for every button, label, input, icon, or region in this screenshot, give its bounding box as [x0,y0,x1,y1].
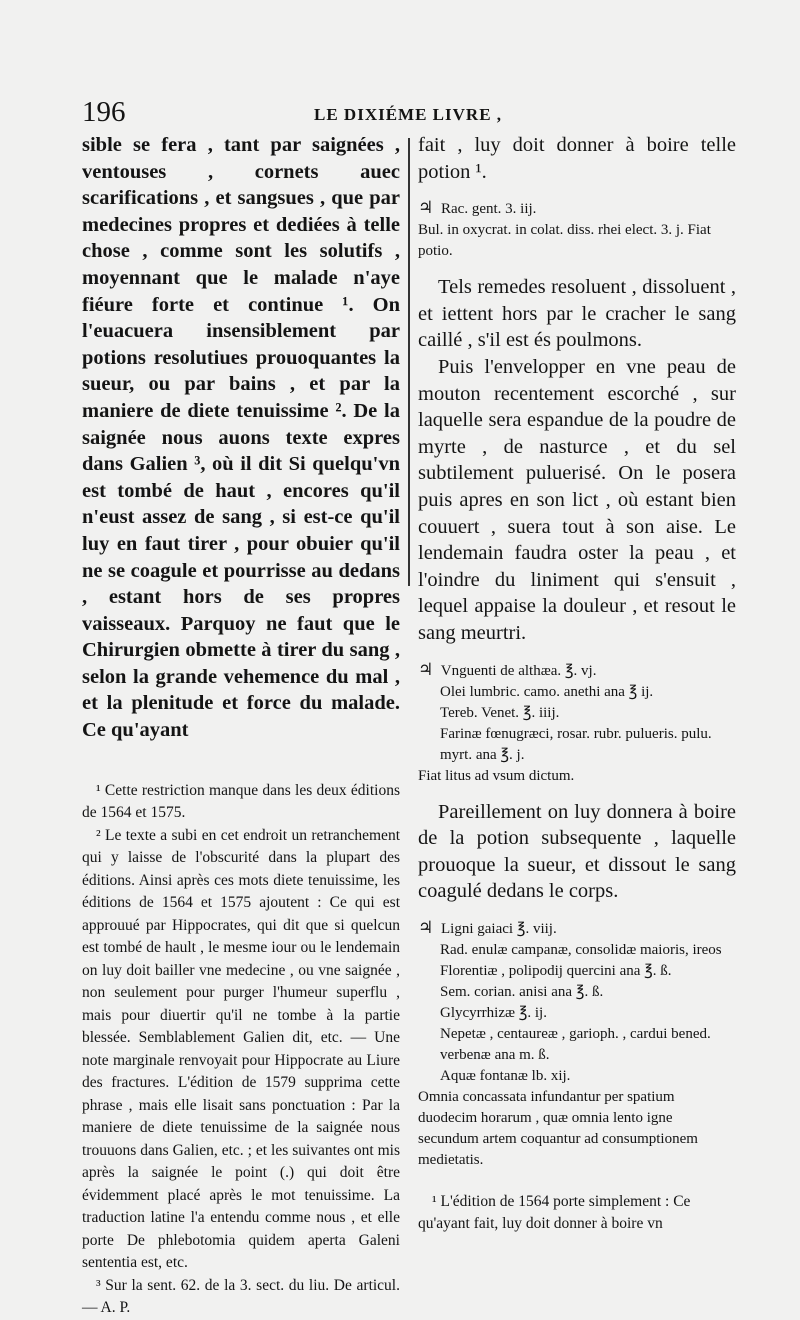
recipe-line: Tereb. Venet. ℥. iiij. [440,704,560,721]
recipe-potion [418,197,736,262]
recipe-line: Farinæ fœnugræci, rosar. rubr. pulueris. pulu. myrt. ana ℥. j. [440,725,712,763]
footnote-2: ² Le texte a subi en cet endroit un retranchement qui y laisse de l'obscurité dans la plupart des éditions. Ainsi après ces mots diete tenuissime, les éditions de 1564 et 1575 ajoutent : Ce qui est approuué par Hippocrates, qui dit que si quelcun est tombé de hault , le mesme iour ou le lendemain on luy doit bailler vne medecine , ou vne saignée , non seulement pour purger l'humeur superflu , mais pour diuertir qu'il ne tombe à la partie blessée. Semblablement Galien dit, etc. — Une note marginale renvoyait pour Hippocrate au Liure des fractures. L'édition de 1579 supprima cette phrase , mais elle lisait sans ponctuation : Par la maniere de diete tenuissime de la saignée nous trouuons dans Galien, etc. ; et les suivantes ont mis après la saignée le point (.) qui doit être évidemment placé après le mot tenuissime. La traduction latine l'a entendu comme nous , et elle porte De phlebotomia quidem aperta Galeni sententia est, etc. [82,826,400,1272]
page-header [82,96,760,132]
left-column [82,132,400,1320]
recipe-line: ♃ Vnguenti de althæa. ℥. vj. [418,659,597,679]
recipe-line: Glycyrrhizæ ℥. ij. [440,1004,547,1021]
recipe-line: Rad. enulæ campanæ, consolidæ maioris, ireos Florentiæ , polipodij quercini ana ℥. ß. [440,941,722,979]
right-para-2: Puis l'envelopper en vne peau de mouton recentement escorché , sur laquelle sera espandue de la poudre de myrte , de nasturce , et du sel subtilement puluerisé. On le posera puis apres en son lict , où estant bien couuert , suera tout à son aise. Le lendemain faudra oster la peau , et l'oindre du liniment qui s'ensuit , lequel appaise la douleur , et resout le sang meurtri. [418,355,736,644]
recipe-line: ♃ Rac. gent. 3. iij. [418,198,537,218]
recipe-line: Sem. corian. anisi ana ℥. ß. [440,983,604,1000]
page-number: 196 [82,96,126,128]
footnote-3: ³ Sur la sent. 62. de la 3. sect. du liu. De articul. — A. P. [82,1276,400,1317]
footnotes-left [82,780,400,1320]
recipe-symbol-icon: ♃ [418,917,434,937]
footnote-right-1: ¹ L'édition de 1564 porte simplement : Ce qu'ayant fait, luy doit donner à boire vn [418,1192,691,1232]
right-para-3: Pareillement on luy donnera à boire de la potion subsequente , laquelle prouoque la sueur, et dissout le sang coagulé dedans le corps. [418,800,736,903]
recipe-symbol-icon: ♃ [418,198,434,218]
recipe-line: Omnia concassata infundantur per spatium duodecim horarum , quæ omnia lento igne secundum artem coquantur ad consumptionem medietatis. [418,1088,698,1168]
footnotes-right [418,1191,736,1235]
column-divider [408,138,410,586]
recipe-line: Aquæ fontanæ lb. xij. [440,1067,571,1084]
recipe-line: Fiat litus ad vsum dictum. [418,767,575,784]
left-main-text: sible se fera , tant par saignées , ventouses , cornets auec scarifications , et sangsues , que par medecines propres et dediées à telle chose , comme sont les solutifs , moyennant que le malade n'aye fiéure forte et continue ¹. On l'euacuera insensiblement par potions resolutiues prouoquantes la sueur, ou par bains , et par la maniere de diete tenuissime ². De la saignée nous auons texte expres dans Galien ³, où il dit Si quelqu'vn est tombé de haut , encores qu'il n'eust assez de sang , si est-ce qu'il luy en faut tirer , pour obuier qu'il ne se coagule et pourrisse au dedans , estant hors de ses propres vaisseaux. Parquoy ne faut que le Chirurgien obmette à tirer du sang , selon la grande vehemence du mal , et la plenitude et force du malade. Ce qu'ayant [82,134,400,742]
recipe-line: ♃ Ligni gaiaci ℥. viij. [418,917,557,937]
recipe-symbol-icon: ♃ [418,659,434,679]
running-head: LE DIXIÉME LIVRE , [314,105,503,124]
right-intro: fait , luy doit donner à boire telle potion ¹. [418,134,736,183]
recipe-line: Bul. in oxycrat. in colat. diss. rhei elect. 3. j. Fiat potio. [418,222,711,260]
recipe-line: Nepetæ , centaureæ , garioph. , cardui bened. verbenæ ana m. ß. [440,1025,711,1063]
recipe-sudorific [418,917,736,1171]
footnote-1: ¹ Cette restriction manque dans les deux éditions de 1564 et 1575. [82,781,400,822]
recipe-liniment [418,659,736,787]
recipe-line: Olei lumbric. camo. anethi ana ℥ ij. [440,683,654,700]
right-column [418,132,736,1235]
right-para-1: Tels remedes resoluent , dissoluent , et iettent hors par le cracher le sang caillé , s'il est és poulmons. [418,276,736,352]
